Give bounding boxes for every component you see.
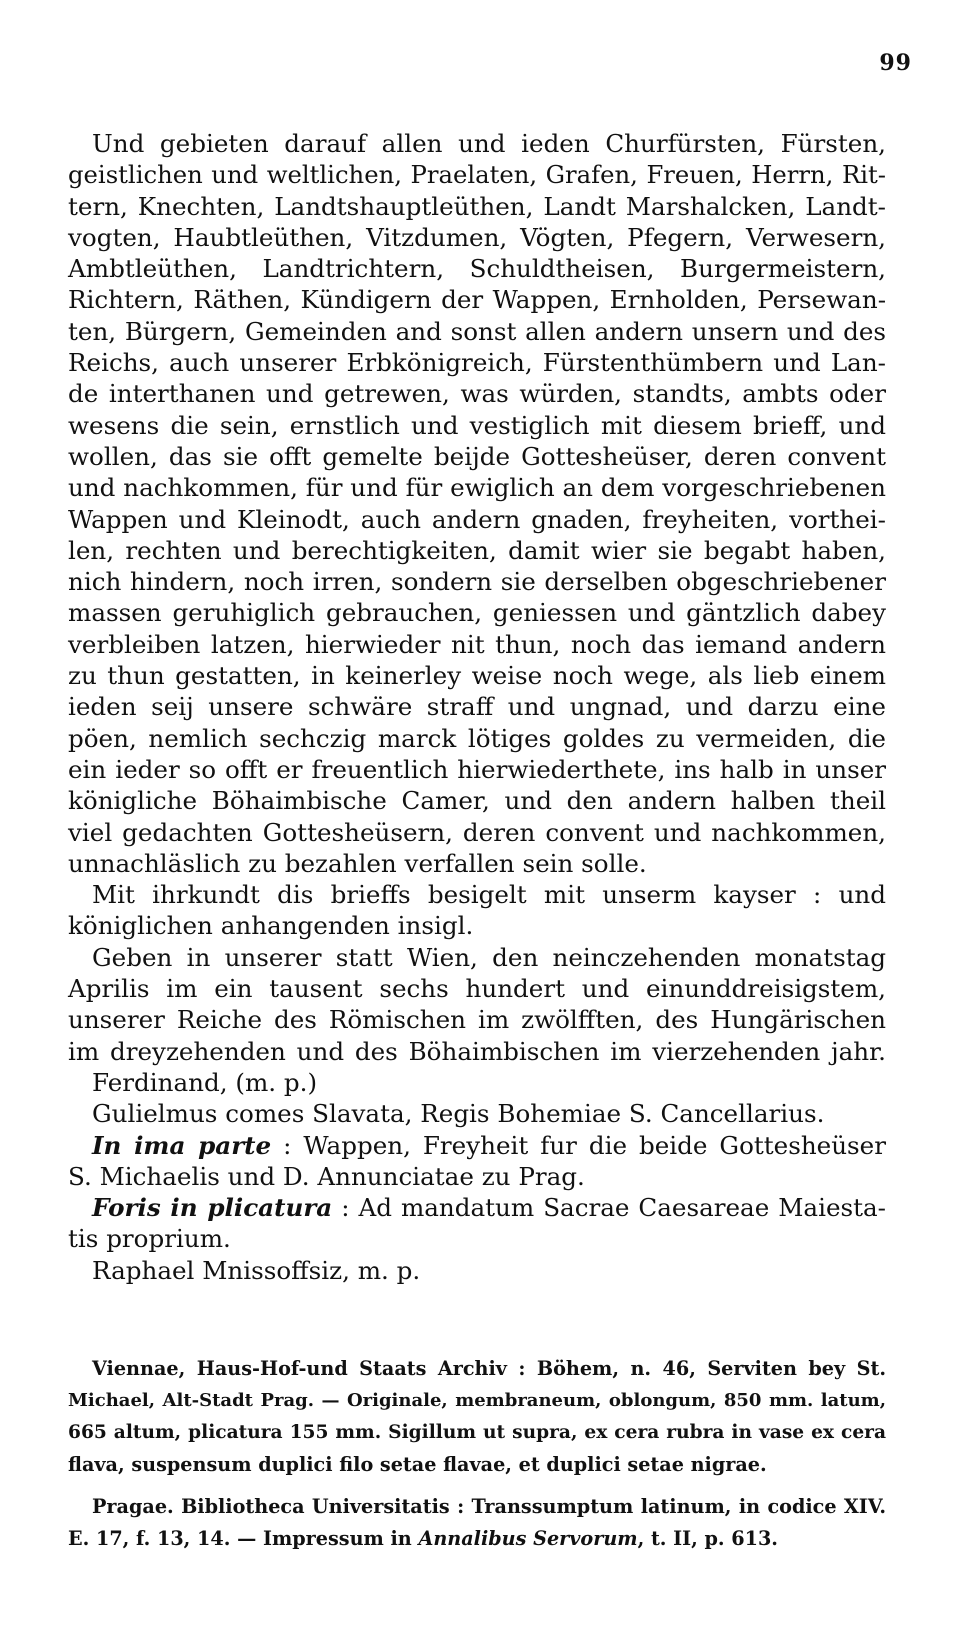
- text-line: im dreyzehenden und des Böhaimbischen im vierzehenden jahr.: [68, 1036, 886, 1066]
- text-line: Ambtleüthen, Landtrichtern, Schuldtheisen, Burgermeistern,: [68, 254, 886, 284]
- text-line: wollen, das sie offt gemelte beijde Gotteshеüser, deren convent: [68, 441, 886, 471]
- text-line: massen geruhiglich gebrauchen, geniessen und gäntzlich dabey: [68, 598, 886, 628]
- text-line: de interthanen und getrewen, was würden, standts, ambts oder: [68, 379, 886, 409]
- text-line: nich hindern, noch irren, sondern sie derselben obgeschriebener: [68, 567, 886, 597]
- foris-line: [68, 1192, 886, 1223]
- text-line: vogten, Haubtleüthen, Vitzdumen, Vögten, Pfegern, Verwesern,: [68, 222, 886, 252]
- text-line: ten, Bürgern, Gemeinden and sonst allen andern unsern und des: [68, 316, 886, 346]
- text-line: Reichs, auch unserer Erbkönigreich, Fürstenthümbern und Lan-: [68, 348, 886, 378]
- note-line: Pragae. Bibliotheca Universitatis : Transsumptum latinum, in codice XIV.: [92, 1495, 886, 1518]
- text-line: tern, Knechten, Landtshauptleüthen, Landt Marshalcken, Landt-: [68, 191, 886, 221]
- text-line: zu thun gestatten, in keinerley weise noch wege, als lieb einem: [68, 661, 886, 691]
- text-line: wesens die sein, ernstlich und vestiglich mit diesem brieff, und: [68, 410, 886, 440]
- ima-parte-line: [68, 1130, 886, 1161]
- body-text: [68, 128, 886, 1286]
- page-number: 99: [879, 50, 912, 76]
- text-line: Aprilis im ein tausent sechs hundert und einunddreisigstem,: [68, 974, 886, 1004]
- signature-raphael: Raphael Mnissoffsiz, m. p.: [92, 1255, 421, 1285]
- foris-text: : Ad mandatum Sacrae Caesareae Maiesta-: [332, 1193, 886, 1223]
- foris-label: Foris in plicatura: [92, 1193, 333, 1223]
- text-line: len, rechten und berechtigkeiten, damit wier sie begabt haben,: [68, 535, 886, 565]
- ima-parte-text: : Wappen, Freyheit fur die beide Gotteshеüser: [271, 1130, 886, 1160]
- text-line: Wappen und Kleinodt, auch andern gnaden, freyheiten, vorthei-: [68, 504, 886, 534]
- note-line: [68, 1523, 886, 1555]
- note-line: Viennae, Haus-Hof-und Staats Archiv : Böhem, n. 46, Serviten bey St.: [92, 1357, 886, 1380]
- ima-parte-line-2: S. Michaelis und D. Annunciatae zu Prag.: [68, 1161, 585, 1191]
- foris-line-2: tis proprium.: [68, 1224, 231, 1254]
- text-line: verbleiben latzen, hierwieder nit thun, noch das iemand andern: [68, 629, 886, 659]
- annalibus-title: Annalibus Servorum: [418, 1527, 638, 1550]
- text-line: viel gedachten Gotteshеüsern, deren convent und nachkommen,: [68, 817, 886, 847]
- text-line: königlichen anhangenden insigl.: [68, 911, 474, 941]
- text-line: pöen, nemlich sechczig marck lötiges goldes zu vermeiden, die: [68, 723, 886, 753]
- text-line: Geben in unserer statt Wien, den neinczehenden monatstag: [92, 942, 886, 972]
- signature-ferdinand: Ferdinand, (m. p.): [92, 1067, 318, 1097]
- text-line: unserer Reiche des Römischen im zwölfften, des Hungärischen: [68, 1005, 886, 1035]
- text-line: Und gebieten darauf allen und ieden Churfürsten, Fürsten,: [92, 129, 886, 158]
- text-line: unnachläslich zu bezahlen verfallen sein solle.: [68, 848, 647, 878]
- note-line: 665 altum, plicatura 155 mm. Sigillum ut supra, ex cera rubra in vase ex cera: [68, 1422, 886, 1443]
- text-line: königliche Böhaimbische Camer, und den andern halben theil: [68, 786, 886, 816]
- footnotes: [68, 1353, 886, 1555]
- note-line: Michael, Alt-Stadt Prag. — Originale, membraneum, oblongum, 850 mm. latum,: [68, 1390, 886, 1411]
- note-line: flava, suspensum duplici filo setae flavae, et duplici setae nigrae.: [68, 1453, 767, 1476]
- signature-gulielmus: Gulielmus comes Slavata, Regis Bohemiae S. Cancellarius.: [92, 1099, 825, 1129]
- text-line: und nachkommen, für und für ewiglich an dem vorgeschriebenen: [68, 473, 886, 503]
- text-line: Mit ihrkundt dis brieffs besigelt mit unserm kayser : und: [92, 880, 886, 910]
- text-line: ieden seij unsere schwäre straff und ungnad, und darzu eine: [68, 692, 886, 722]
- text-line: Richtern, Räthen, Kündigern der Wappen, Ernholden, Persewan-: [68, 285, 886, 315]
- ima-parte-label: In ima parte: [92, 1130, 272, 1160]
- note-text: , t. II, p. 613.: [637, 1527, 778, 1550]
- note-spacer: [68, 1481, 886, 1491]
- note-text: E. 17, f. 13, 14. — Impressum in: [68, 1527, 419, 1550]
- text-line: geistlichen und weltlichen, Praelaten, Grafen, Freuen, Herrn, Rit-: [68, 160, 886, 190]
- text-line: ein ieder so offt er freuentlich hierwiederthete, ins halb in unser: [68, 754, 886, 784]
